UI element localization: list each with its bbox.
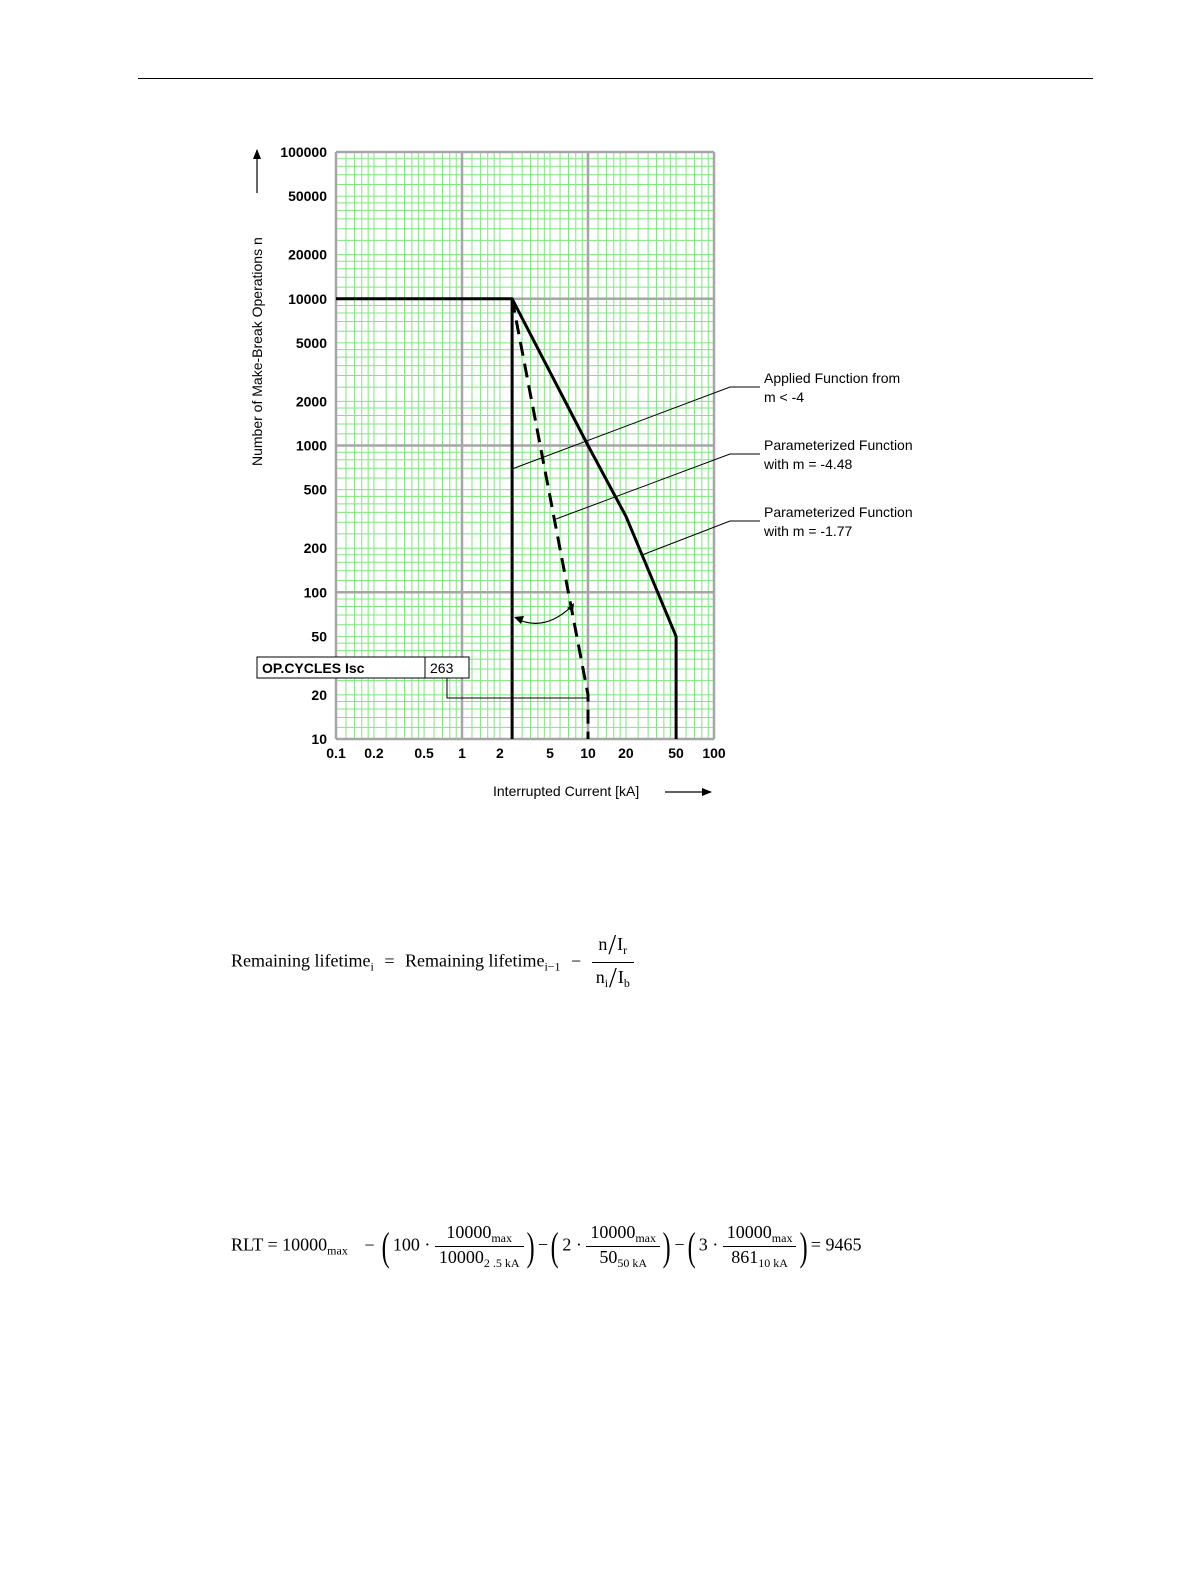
eq1-rhs: Remaining lifetime [404,950,545,971]
eq1-den-I: I [617,967,624,987]
eq2-coef3: 3 · [698,1234,719,1255]
eq1-rhs-sub: i−1 [544,959,561,974]
x-tick-label: 0.5 [414,745,434,761]
eq2-fraction2 [586,1222,660,1271]
eq2-minus1: − [364,1234,375,1255]
eq1-den-n-sub: i [604,976,609,990]
eq1-num-n: n [598,934,608,954]
eq2-den2: 50 [599,1247,618,1267]
y-tick-label: 20000 [288,246,327,263]
y-tick-label: 2000 [295,393,327,410]
y-tick-label: 20 [311,686,327,703]
eq1-minus: − [571,950,582,971]
y-tick-label: 200 [303,540,327,557]
eq1-lhs-sub: i [370,959,374,974]
eq1-den-n: n [595,967,605,987]
y-tick-label: 100000 [280,144,327,160]
x-tick-label: 20 [618,745,634,761]
eq2-result: = 9465 [810,1234,862,1255]
annotation-param448-line1: Parameterized Function [764,437,913,453]
eq2-t0: 10000 [282,1234,328,1255]
x-tick-label: 50 [668,745,684,761]
eq2-minus3: − [674,1234,685,1255]
eq1-den-I-sub: b [623,976,630,990]
x-tick-label: 100 [702,745,726,761]
x-tick-label: 1 [458,745,466,761]
x-tick-label: 5 [546,745,554,761]
eq2-den3-sub: 10 kA [758,1256,788,1270]
eq2-fraction1 [435,1222,524,1271]
annotation-param177-line1: Parameterized Function [764,504,913,520]
op-cycles-value: 263 [430,660,454,676]
eq2-num2-sub: max [635,1231,656,1245]
y-axis-label: Number of Make-Break Operations n [249,237,265,466]
x-tick-label: 0.1 [326,745,346,761]
eq2-den1-sub: 2 .5 kA [483,1256,520,1270]
eq1-num-I-sub: r [623,943,628,957]
eq2-num1: 10000 [446,1222,492,1242]
annotation-applied-line1: Applied Function from [764,370,901,386]
y-tick-label: 10000 [288,290,327,307]
y-tick-label: 500 [303,481,327,498]
eq2-den1: 10000 [438,1247,484,1267]
eq2-num3: 10000 [726,1222,772,1242]
eq1-numerator: $n/I_r$ [592,930,634,963]
x-axis-label: Interrupted Current [kA] [493,783,640,799]
y-tick-label: 50000 [288,188,327,205]
chart-grid [336,152,714,739]
eq1-lhs: Remaining lifetime [231,950,371,971]
equation-remaining-lifetime [231,930,634,995]
eq1-denominator: $n_i/I_b$ [595,963,630,994]
eq2-t0-sub: max [327,1243,348,1258]
equation-rlt: RLT = $10000_{max}$ − ( 100 · $\frac{10000_{max}}{10000_{2 .5 kA}}$ ) − ( 2 · $\frac{10000_{max}}{50_{50 kA}}$ ) − ( 3 · $\frac{10000_{max}}{861_{10 kA}}$ ) = 9465 [231,1222,862,1270]
eq2-num2: 10000 [590,1222,636,1242]
eq1-fraction [592,930,634,995]
eq2-num1-sub: max [491,1231,512,1245]
annotation-param448-line2: with m = -4.48 [764,456,853,472]
x-tick-label: 0.2 [364,745,384,761]
eq2-lhs: RLT = [231,1234,278,1255]
eq2-den2-sub: 50 kA [617,1256,647,1270]
y-tick-label: 1000 [295,437,327,454]
eq1-num-I: I [617,934,624,954]
y-tick-label: 50 [311,628,327,645]
annotation-param177-line2: with m = -1.77 [764,523,853,539]
op-cycles-label: OP.CYCLES Isc [262,660,365,676]
eq2-den3: 861 [731,1247,759,1267]
eq2-coef2: 2 · [562,1234,582,1255]
eq1-equals: = [384,950,395,971]
annotation-applied-line2: m < -4 [764,389,805,405]
y-tick-label: 5000 [295,334,327,351]
eq2-num3-sub: max [771,1231,793,1245]
eq2-fraction3 [723,1222,797,1271]
eq2-coef1: 100 · [392,1234,431,1255]
eq2-minus2: − [537,1234,548,1255]
y-tick-label: 100 [303,584,327,601]
x-tick-label: 2 [496,745,504,761]
y-tick-label: 10 [311,731,327,747]
x-tick-label: 10 [580,745,596,761]
